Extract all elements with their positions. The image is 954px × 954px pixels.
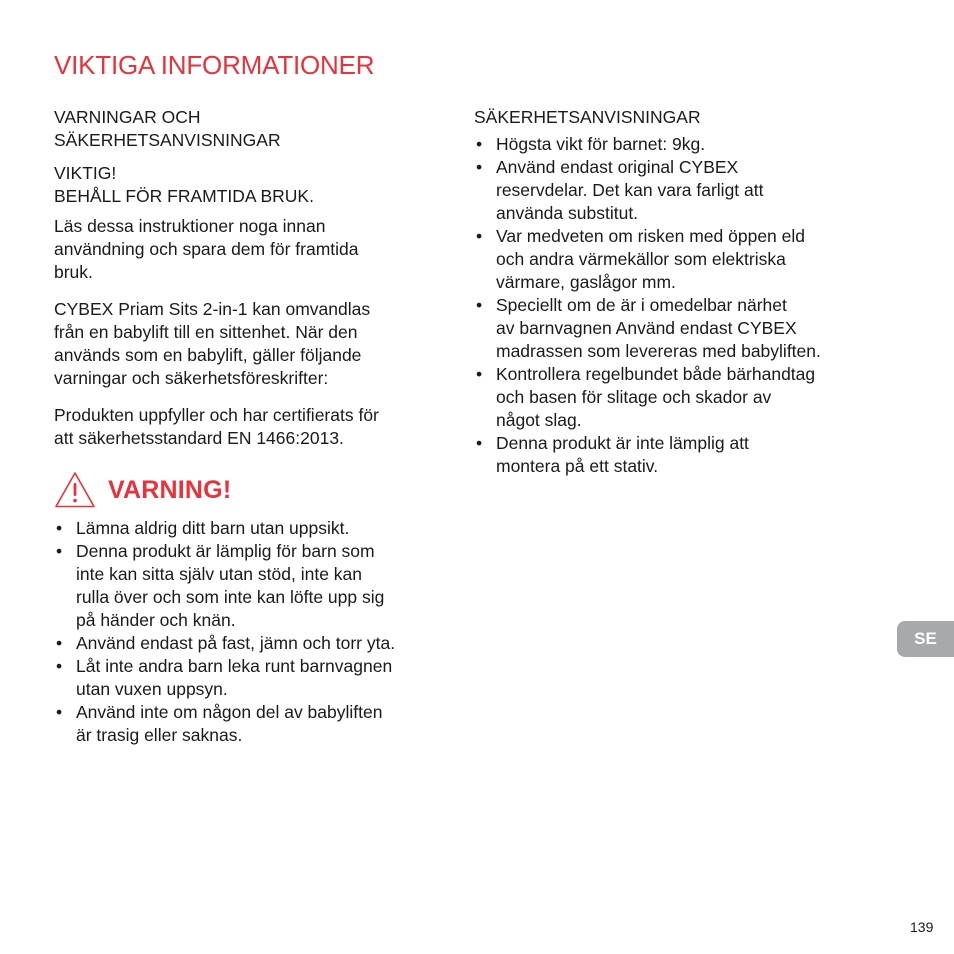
warning-label: VARNING! (108, 475, 232, 504)
bullet: • (56, 541, 63, 561)
list-item (474, 432, 874, 478)
list-item (474, 133, 874, 156)
bullet: • (476, 433, 483, 453)
standard-paragraph: Produkten uppfyller och har certifierats för att säkerhetsstandard EN 1466:2013. (54, 405, 379, 448)
page-number: 139 (910, 919, 934, 935)
list-item (54, 701, 449, 747)
list-item-text: Var medveten om risken med öppen eld och andra värmekällor som elektriska värmare, gaslågor mm. (496, 226, 806, 292)
list-item-text: Kontrollera regelbundet både bärhandtag och basen för slitage och skador av något slag. (496, 364, 816, 430)
safety-list (474, 133, 874, 478)
bullet: • (56, 633, 63, 653)
important-notice: VIKTIG! BEHÅLL FÖR FRAMTIDA BRUK. (54, 163, 314, 206)
list-item-text: Använd endast original CYBEX reservdelar. Det kan vara farligt att använda substitut. (496, 157, 764, 223)
list-item (54, 517, 449, 540)
list-item-text: Använd inte om någon del av babyliften är trasig eller saknas. (76, 702, 383, 745)
list-item (474, 363, 874, 432)
list-item (54, 655, 449, 701)
left-column (54, 106, 449, 747)
list-item-text: Lämna aldrig ditt barn utan uppsikt. (76, 518, 350, 538)
bullet: • (56, 656, 63, 676)
bullet: • (476, 157, 483, 177)
description-paragraph: CYBEX Priam Sits 2-in-1 kan omvandlas från en babylift till en sittenhet. När den används som en babylift, gäller följande varningar och säkerhetsföreskrifter: (54, 299, 371, 388)
right-column (474, 106, 874, 478)
list-item (54, 632, 449, 655)
list-item-text: Låt inte andra barn leka runt barnvagnen utan vuxen uppsyn. (76, 656, 393, 699)
bullet: • (56, 702, 63, 722)
list-item (474, 294, 874, 363)
language-tab: SE (897, 621, 954, 657)
warning-triangle-icon (54, 471, 96, 509)
section-heading-safety: SÄKERHETSANVISNINGAR (474, 107, 701, 127)
intro-paragraph: Läs dessa instruktioner noga innan användning och spara dem för framtida bruk. (54, 216, 359, 282)
warning-list (54, 517, 449, 747)
list-item-text: Denna produkt är inte lämplig att montera på ett stativ. (496, 433, 749, 476)
list-item-text: Denna produkt är lämplig för barn som inte kan sitta själv utan stöd, inte kan rulla över och som inte kan löfte upp sig på händer och knän. (76, 541, 385, 630)
section-heading-warnings: VARNINGAR OCH SÄKERHETSANVISNINGAR (54, 107, 281, 150)
bullet: • (56, 518, 63, 538)
list-item (474, 225, 874, 294)
list-item-text: Använd endast på fast, jämn och torr yta. (76, 633, 396, 653)
warning-heading (54, 469, 449, 511)
list-item (54, 540, 449, 632)
bullet: • (476, 226, 483, 246)
list-item-text: Speciellt om de är i omedelbar närhet av barnvagnen Använd endast CYBEX madrassen som levereras med babyliften. (496, 295, 821, 361)
page-title: VIKTIGA INFORMATIONER (54, 50, 375, 80)
list-item (474, 156, 874, 225)
bullet: • (476, 295, 483, 315)
list-item-text: Högsta vikt för barnet: 9kg. (496, 134, 706, 154)
bullet: • (476, 134, 483, 154)
bullet: • (476, 364, 483, 384)
